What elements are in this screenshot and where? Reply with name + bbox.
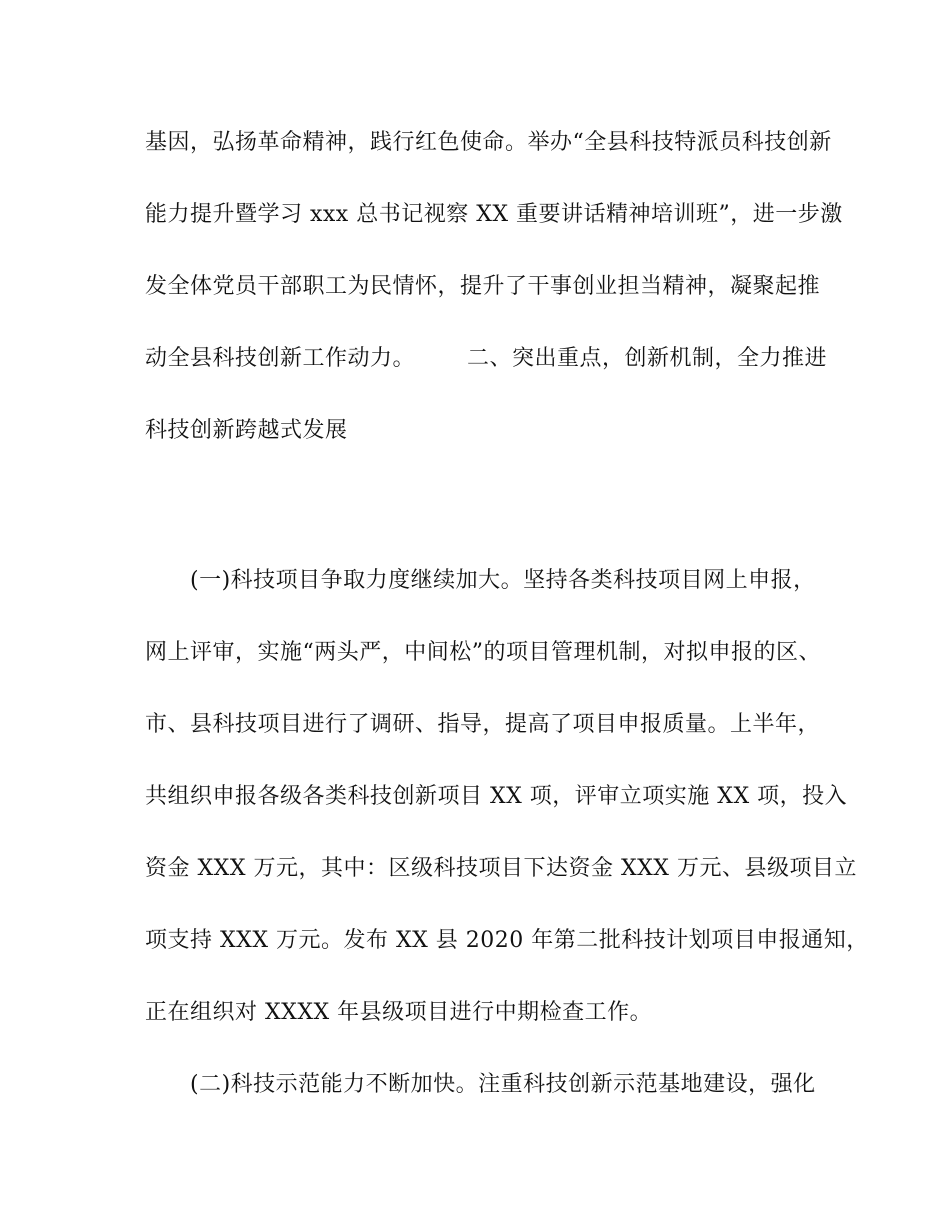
- paragraph-line-10: 共组织申报各级各类科技创新项目 XX 项，评审立项实施 XX 项，投入: [145, 784, 848, 809]
- paragraph-line-12: 项支持 XXX 万元。发布 XX 县 2020 年第二批科技计划项目申报通知，: [145, 928, 869, 953]
- paragraph-line-13: 正在组织对 XXXX 年县级项目进行中期检查工作。: [145, 1000, 653, 1025]
- paragraph-line-3: 发全体党员干部职工为民情怀，提升了干事创业担当精神，凝聚起推: [145, 274, 821, 299]
- paragraph-line-4-text: 动全县科技创新工作动力。: [145, 346, 416, 371]
- paragraph-line-9: 市、县科技项目进行了调研、指导，提高了项目申报质量。上半年，: [145, 712, 821, 737]
- section-heading-2-end: 科技创新跨越式发展: [145, 418, 348, 443]
- paragraph-line-14: (二)科技示范能力不断加快。注重科技创新示范基地建设，强化: [190, 1072, 816, 1097]
- paragraph-line-1: 基因，弘扬革命精神，践行红色使命。举办“全县科技特派员科技创新: [145, 130, 832, 155]
- paragraph-line-4: [145, 344, 827, 374]
- paragraph-line-11: 资金 XXX 万元，其中：区级科技项目下达资金 XXX 万元、县级项目立: [145, 856, 857, 881]
- paragraph-line-2: 能力提升暨学习 xxx 总书记视察 XX 重要讲话精神培训班”，进一步激: [145, 202, 843, 227]
- section-heading-2-start: 二、突出重点，创新机制，全力推进: [467, 346, 828, 371]
- paragraph-line-8: 网上评审，实施“两头严，中间松”的项目管理机制，对拟申报的区、: [145, 640, 821, 665]
- paragraph-line-7: (一)科技项目争取力度继续加大。坚持各类科技项目网上申报，: [190, 568, 816, 593]
